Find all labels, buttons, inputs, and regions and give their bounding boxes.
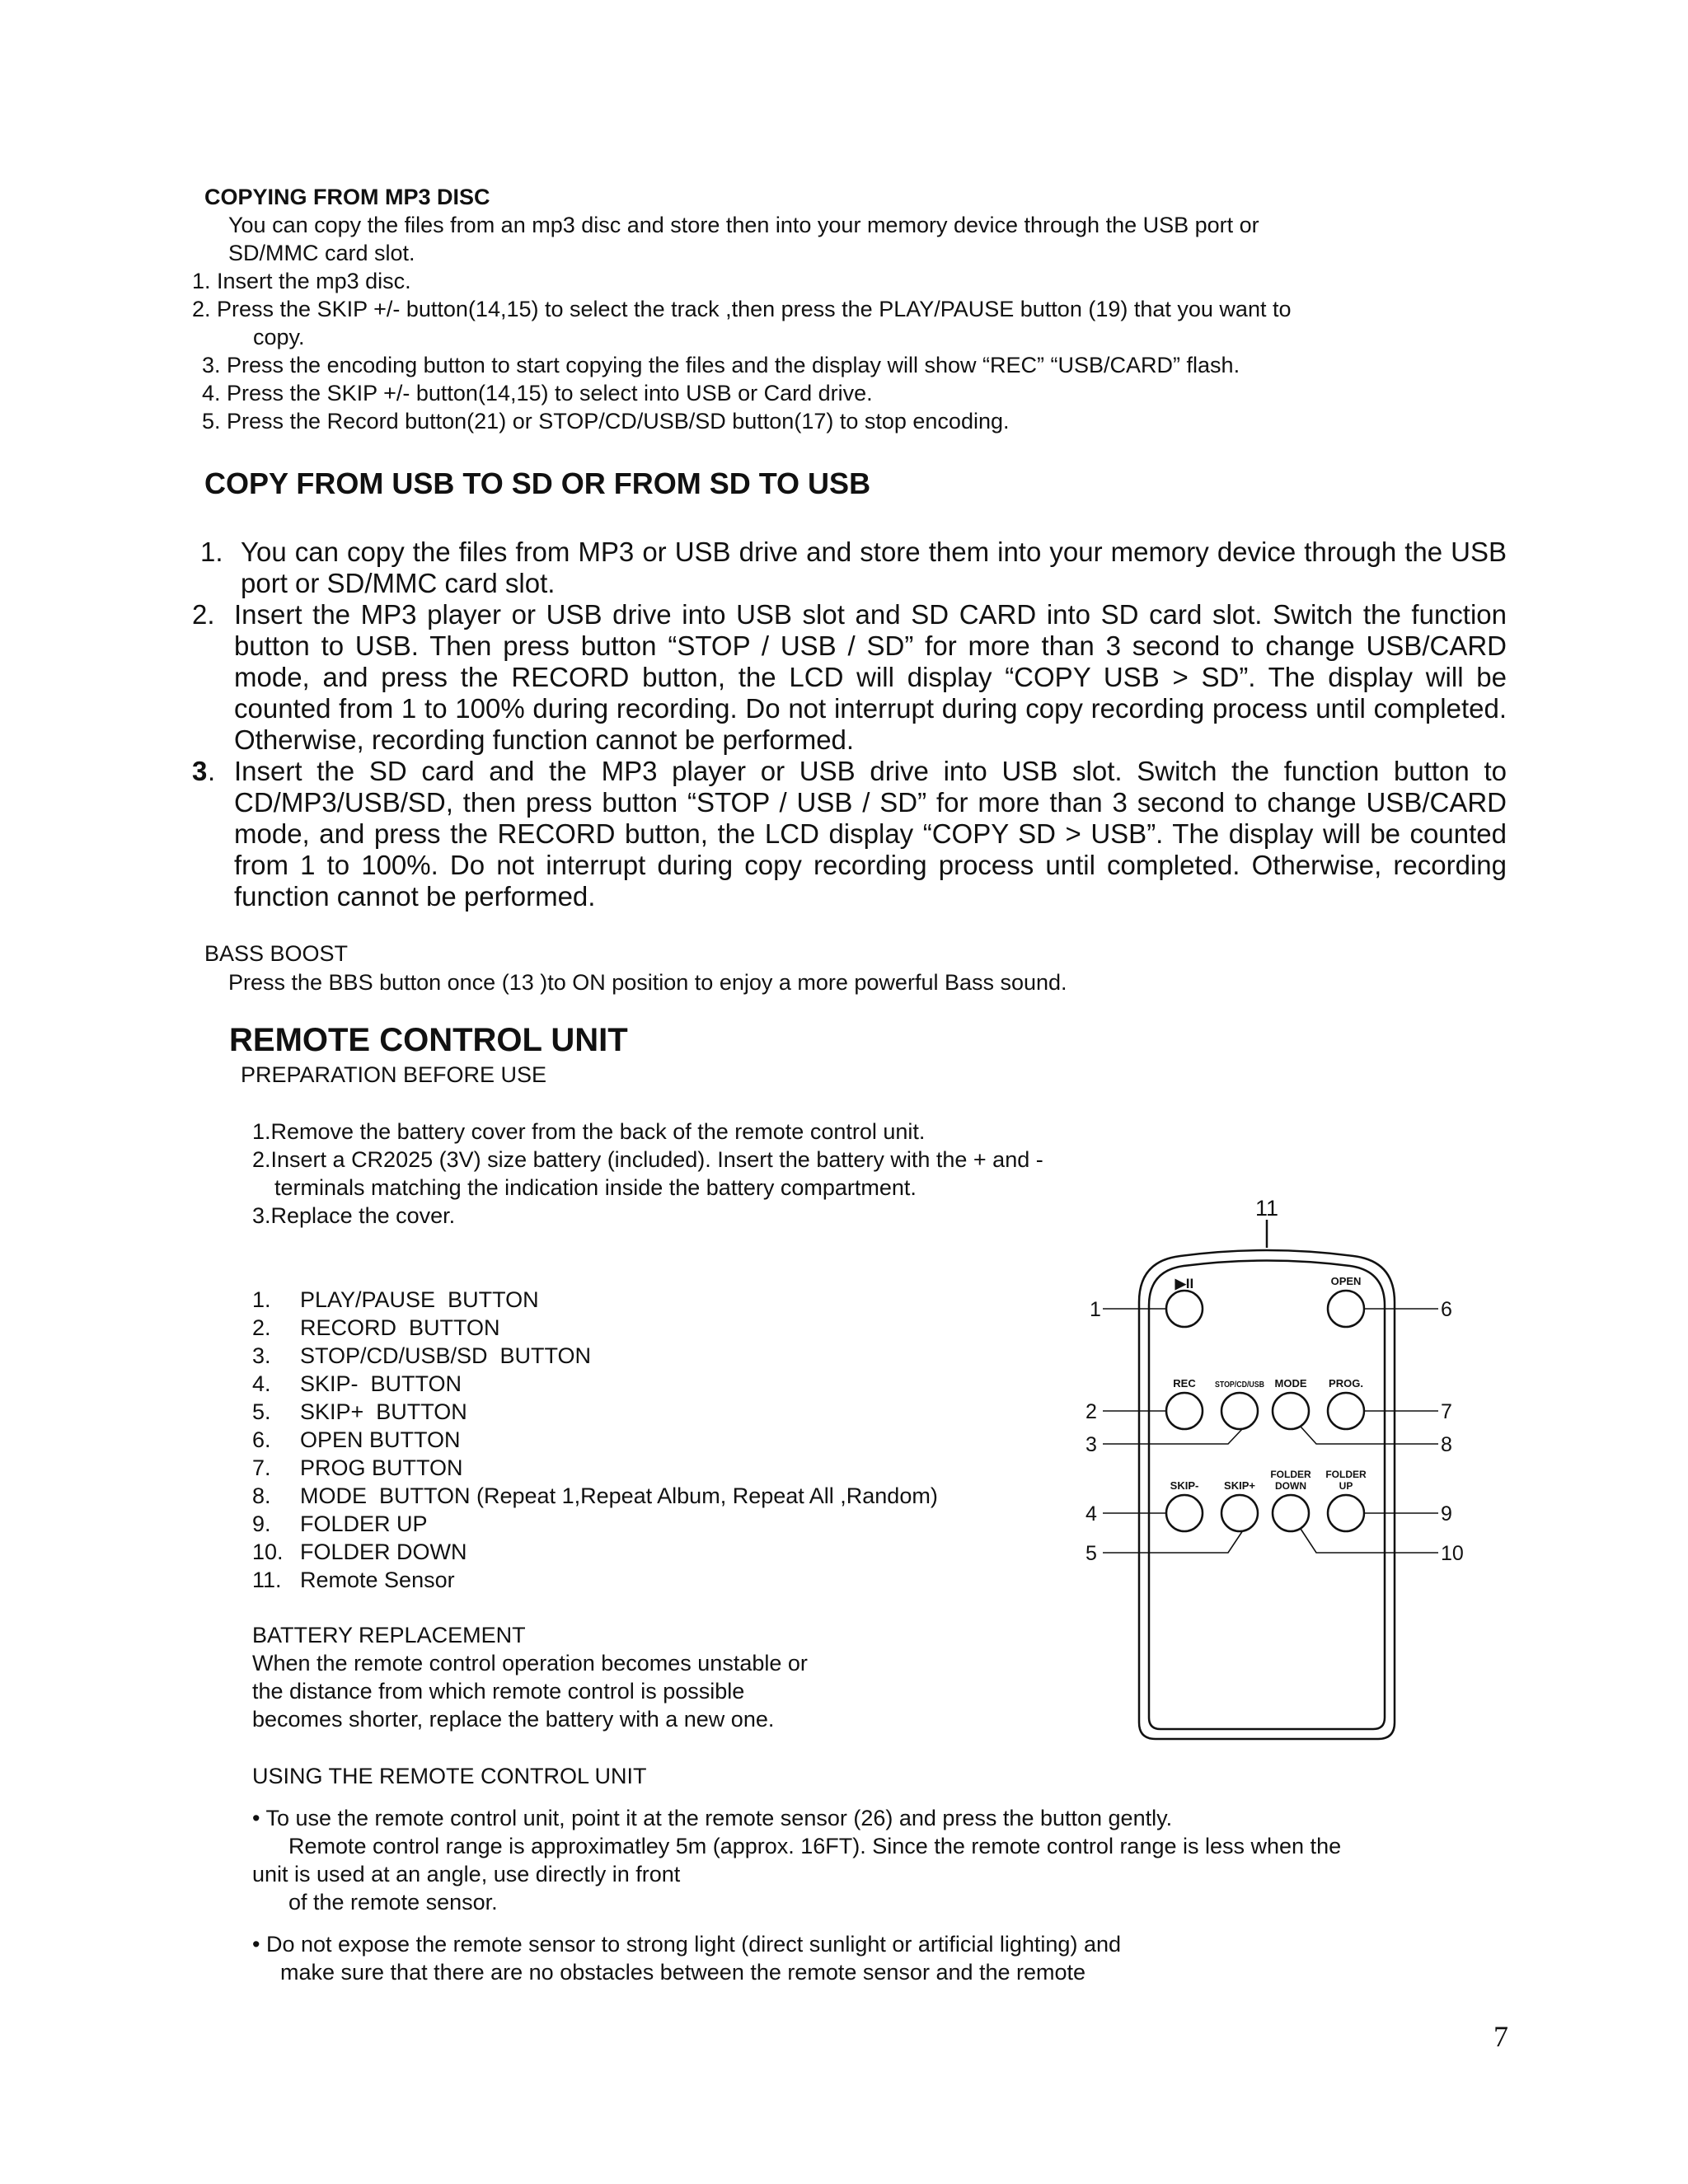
sensor-number: 11 xyxy=(1254,1196,1279,1221)
folder-down-button-shape xyxy=(1273,1495,1309,1531)
folder-up-button-shape xyxy=(1328,1495,1364,1531)
remote-prep-step-2-cont: terminals matching the indication inside the battery compartment. xyxy=(274,1175,917,1200)
using-remote-bullet1: • To use the remote control unit, point it at the remote sensor (26) and press the button gently. xyxy=(252,1806,1173,1830)
using-remote-bullet1-line4: of the remote sensor. xyxy=(288,1890,498,1915)
bass-boost-text: Press the BBS button once (13 )to ON position to enjoy a more powerful Bass sound. xyxy=(228,970,1067,995)
section-title-copying-mp3: COPYING FROM MP3 DISC xyxy=(204,185,490,209)
callout-3: 3 xyxy=(1085,1433,1097,1456)
callout-1: 1 xyxy=(1090,1298,1101,1321)
stop-button-shape xyxy=(1221,1393,1258,1429)
battery-replacement-line2: the distance from which remote control is possible xyxy=(252,1679,745,1704)
copy-mp3-step-1: 1. Insert the mp3 disc. xyxy=(192,269,411,293)
callout-10: 10 xyxy=(1441,1542,1464,1565)
callout-lines xyxy=(1103,1309,1438,1553)
callout-8: 8 xyxy=(1441,1433,1452,1456)
battery-replacement-line3: becomes shorter, replace the battery with a new one. xyxy=(252,1707,775,1732)
copy-mp3-step-4: 4. Press the SKIP +/- button(14,15) to select into USB or Card drive. xyxy=(202,381,873,405)
copy-usb-sd-item2-text: Insert the MP3 player or USB drive into USB slot and SD CARD into SD card slot. Switch the function button to USB. Then press button “STOP / USB / SD” for more than 3 second to change USB/CARD mode, and press the RECORD button, the LCD will display “COPY USB > SD”. The display will be counted from 1 to 100% during recording. Do not interrupt during copy recording process until completed. Otherwise, recording function cannot be performed. xyxy=(234,599,1507,755)
callout-2: 2 xyxy=(1085,1400,1097,1423)
prog-label: PROG. xyxy=(1329,1377,1363,1390)
open-label: OPEN xyxy=(1330,1275,1362,1287)
copy-mp3-step-2-cont: copy. xyxy=(253,325,305,349)
skip-minus-label: SKIP- xyxy=(1170,1479,1199,1492)
battery-replacement-title: BATTERY REPLACEMENT xyxy=(252,1623,526,1647)
play-pause-button-shape xyxy=(1166,1291,1203,1327)
remote-prep-step-2: 2.Insert a CR2025 (3V) size battery (included). Insert the battery with the + and - xyxy=(252,1147,1043,1172)
copy-mp3-step-3: 3. Press the encoding button to start copying the files and the display will show “REC” “USB/CARD” flash. xyxy=(202,353,1240,377)
copy-usb-sd-item2-num: 2. xyxy=(192,599,215,630)
using-remote-bullet2: • Do not expose the remote sensor to strong light (direct sunlight or artificial lighting) and xyxy=(252,1932,1121,1957)
rec-label: REC xyxy=(1173,1377,1196,1390)
rec-button-shape xyxy=(1166,1393,1203,1429)
prog-button-shape xyxy=(1328,1393,1364,1429)
folder-up-label-1: FOLDER xyxy=(1325,1469,1367,1480)
copy-mp3-intro-line2: SD/MMC card slot. xyxy=(228,241,415,265)
skip-plus-button-shape xyxy=(1221,1495,1258,1531)
callout-4: 4 xyxy=(1085,1502,1097,1526)
skip-plus-label: SKIP+ xyxy=(1224,1479,1255,1492)
callout-7: 7 xyxy=(1441,1400,1452,1423)
copy-mp3-step-5: 5. Press the Record button(21) or STOP/CD/USB/SD button(17) to stop encoding. xyxy=(202,409,1010,434)
open-button-shape xyxy=(1328,1291,1364,1327)
mode-label: MODE xyxy=(1274,1377,1307,1390)
using-remote-bullet1-line3: unit is used at an angle, use directly in front xyxy=(252,1862,681,1886)
section-title-bass-boost: BASS BOOST xyxy=(204,941,349,966)
copy-mp3-intro-line1: You can copy the files from an mp3 disc and store then into your memory device through the USB port or xyxy=(228,213,1259,237)
skip-minus-button-shape xyxy=(1166,1495,1203,1531)
remote-prep-step-1: 1.Remove the battery cover from the back of the remote control unit. xyxy=(252,1119,926,1144)
copy-mp3-step-2: 2. Press the SKIP +/- button(14,15) to select the track ,then press the PLAY/PAUSE button (19) that you want to xyxy=(192,297,1292,321)
using-remote-bullet1-line2: Remote control range is approximatley 5m (approx. 16FT). Since the remote control range is less when the xyxy=(288,1834,1342,1858)
copy-usb-sd-item3-num: 3 xyxy=(192,756,208,786)
using-remote-title: USING THE REMOTE CONTROL UNIT xyxy=(252,1764,647,1788)
mode-button-shape xyxy=(1273,1393,1309,1429)
folder-down-label-2: DOWN xyxy=(1275,1480,1306,1492)
play-pause-icon: ▶II xyxy=(1175,1276,1194,1291)
section-title-remote-control: REMOTE CONTROL UNIT xyxy=(229,1022,628,1058)
callout-6: 6 xyxy=(1441,1298,1452,1321)
copy-usb-sd-item3-dot: . xyxy=(208,756,216,786)
page-number: 7 xyxy=(1493,2020,1508,2053)
using-remote-bullet2-line2: make sure that there are no obstacles between the remote sensor and the remote xyxy=(280,1960,1086,1985)
callout-5: 5 xyxy=(1085,1542,1097,1565)
callout-9: 9 xyxy=(1441,1502,1452,1526)
folder-down-label-1: FOLDER xyxy=(1270,1469,1311,1480)
stop-label: STOP/CD/USB xyxy=(1215,1380,1264,1390)
folder-up-label-2: UP xyxy=(1339,1480,1353,1492)
section-title-copy-usb-sd: COPY FROM USB TO SD OR FROM SD TO USB xyxy=(204,466,871,500)
copy-usb-sd-item1-text: You can copy the files from MP3 or USB drive and store them into your memory device through the USB port or SD/MMC card slot. xyxy=(241,537,1507,598)
copy-usb-sd-item1-num: 1. xyxy=(200,537,223,567)
battery-replacement-line1: When the remote control operation becomes unstable or xyxy=(252,1651,808,1675)
copy-usb-sd-item3-text: Insert the SD card and the MP3 player or USB drive into USB slot. Switch the function button to CD/MP3/USB/SD, then press button “STOP / USB / SD” for more than 3 second to change USB/CARD mode, and press the RECORD button, the LCD display “COPY SD > USB”. The display will be counted from 1 to 100%. Do not interrupt during copy recording process until completed. Otherwise, recording function cannot be performed. xyxy=(234,756,1507,912)
remote-prep-title: PREPARATION BEFORE USE xyxy=(241,1062,547,1087)
remote-prep-step-3: 3.Replace the cover. xyxy=(252,1203,456,1228)
